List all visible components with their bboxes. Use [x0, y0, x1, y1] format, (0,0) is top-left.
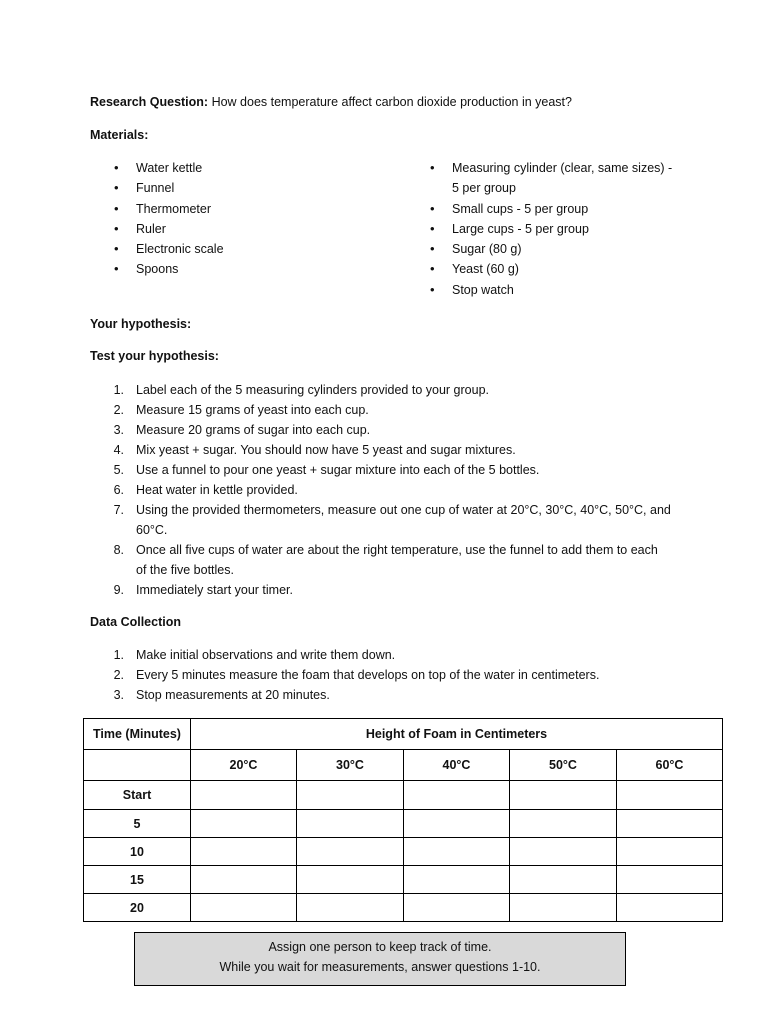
step-item — [90, 685, 730, 705]
step-item — [90, 580, 730, 600]
temp-header: 20°C — [191, 750, 297, 781]
step-item — [90, 400, 730, 420]
step-text: Immediately start your timer. — [136, 583, 293, 597]
temp-header: 60°C — [617, 750, 723, 781]
table-cell[interactable] — [191, 781, 297, 810]
table-cell[interactable] — [510, 781, 617, 810]
step-text: Measure 20 grams of sugar into each cup. — [136, 423, 371, 437]
table-cell — [84, 750, 191, 781]
step-number: 8. — [113, 543, 124, 557]
step-number: 1. — [113, 648, 124, 662]
time-cell: 10 — [84, 838, 191, 866]
research-question-label: Research Question: — [90, 95, 209, 109]
step-item — [90, 420, 730, 440]
table-row — [84, 781, 723, 810]
material-item: • Electronic scale — [90, 239, 410, 259]
step-text: Stop measurements at 20 minutes. — [136, 688, 330, 702]
step-number: 6. — [113, 483, 124, 497]
instruction-note-box — [134, 932, 626, 986]
time-cell: 20 — [84, 894, 191, 922]
step-item — [90, 665, 730, 685]
table-cell[interactable] — [404, 781, 510, 810]
table-cell[interactable] — [617, 894, 723, 922]
step-text-continued: of the five bottles. — [136, 563, 234, 577]
table-cell[interactable] — [617, 866, 723, 894]
material-item: • Ruler — [90, 219, 410, 239]
step-number: 3. — [113, 423, 124, 437]
table-header-row — [84, 719, 723, 750]
material-item — [406, 158, 726, 199]
temp-header: 30°C — [297, 750, 404, 781]
step-text: Measure 15 grams of yeast into each cup. — [136, 403, 369, 417]
hypothesis-heading: Your hypothesis: — [90, 317, 192, 331]
time-cell: 5 — [84, 810, 191, 838]
table-cell[interactable] — [404, 866, 510, 894]
step-item — [90, 480, 730, 500]
height-header: Height of Foam in Centimeters — [191, 719, 723, 750]
material-item: • Funnel — [90, 178, 410, 198]
step-number: 9. — [113, 583, 124, 597]
step-text-continued: 60°C. — [136, 523, 168, 537]
note-line: While you wait for measurements, answer questions 1-10. — [219, 960, 541, 974]
research-question-text: How does temperature affect carbon dioxide production in yeast? — [211, 95, 572, 109]
step-text: Heat water in kettle provided. — [136, 483, 298, 497]
step-number: 7. — [113, 503, 124, 517]
material-item: • Spoons — [90, 259, 410, 279]
table-row — [84, 894, 723, 922]
material-item-line: Measuring cylinder (clear, same sizes) - — [452, 161, 673, 175]
step-item — [90, 645, 730, 665]
materials-list-left — [90, 158, 410, 280]
table-cell[interactable] — [404, 894, 510, 922]
materials-list-right — [406, 158, 726, 300]
materials-heading: Materials: — [90, 128, 149, 142]
step-text: Make initial observations and write them down. — [136, 648, 396, 662]
step-text: Once all five cups of water are about the right temperature, use the funnel to add them to each — [136, 543, 658, 557]
research-question — [90, 94, 572, 110]
test-steps — [90, 380, 730, 600]
step-text: Using the provided thermometers, measure out one cup of water at 20°C, 30°C, 40°C, 50°C, and — [136, 503, 671, 517]
table-row — [84, 810, 723, 838]
table-cell[interactable] — [297, 781, 404, 810]
step-number: 3. — [113, 688, 124, 702]
step-item — [90, 380, 730, 400]
step-item — [90, 440, 730, 460]
step-text: Label each of the 5 measuring cylinders provided to your group. — [136, 383, 489, 397]
material-item-line: 5 per group — [452, 181, 516, 196]
table-cell[interactable] — [510, 838, 617, 866]
table-cell[interactable] — [617, 810, 723, 838]
material-item: • Thermometer — [90, 199, 410, 219]
table-cell[interactable] — [297, 810, 404, 838]
step-number: 5. — [113, 463, 124, 477]
material-item: • Water kettle — [90, 158, 410, 178]
table-cell[interactable] — [191, 838, 297, 866]
step-number: 4. — [113, 443, 124, 457]
material-item: • Yeast (60 g) — [406, 259, 726, 279]
table-cell[interactable] — [617, 838, 723, 866]
time-cell: Start — [84, 781, 191, 810]
table-cell[interactable] — [297, 866, 404, 894]
data-collection-heading: Data Collection — [90, 615, 181, 629]
table-cell[interactable] — [297, 838, 404, 866]
table-cell[interactable] — [510, 866, 617, 894]
material-item: • Stop watch — [406, 280, 726, 300]
step-item — [90, 540, 730, 580]
step-number: 1. — [113, 383, 124, 397]
material-item: • Small cups - 5 per group — [406, 199, 726, 219]
step-item — [90, 460, 730, 480]
table-cell[interactable] — [191, 894, 297, 922]
time-header: Time (Minutes) — [84, 719, 191, 750]
temp-header: 40°C — [404, 750, 510, 781]
table-cell[interactable] — [404, 838, 510, 866]
material-item: • Sugar (80 g) — [406, 239, 726, 259]
time-cell: 15 — [84, 866, 191, 894]
step-text: Every 5 minutes measure the foam that develops on top of the water in centimeters. — [136, 668, 600, 682]
step-text: Mix yeast + sugar. You should now have 5 yeast and sugar mixtures. — [136, 443, 516, 457]
table-cell[interactable] — [510, 894, 617, 922]
table-cell[interactable] — [191, 810, 297, 838]
table-cell[interactable] — [617, 781, 723, 810]
note-line: Assign one person to keep track of time. — [268, 940, 492, 954]
table-temp-row — [84, 750, 723, 781]
foam-height-table — [83, 718, 723, 922]
table-cell[interactable] — [191, 866, 297, 894]
step-number: 2. — [113, 668, 124, 682]
table-row — [84, 866, 723, 894]
table-row — [84, 838, 723, 866]
test-heading: Test your hypothesis: — [90, 349, 219, 363]
table-cell[interactable] — [510, 810, 617, 838]
step-number: 2. — [113, 403, 124, 417]
table-cell[interactable] — [404, 810, 510, 838]
table-cell[interactable] — [297, 894, 404, 922]
material-item: • Large cups - 5 per group — [406, 219, 726, 239]
step-item — [90, 500, 730, 540]
data-collection-steps — [90, 645, 730, 705]
temp-header: 50°C — [510, 750, 617, 781]
step-text: Use a funnel to pour one yeast + sugar mixture into each of the 5 bottles. — [136, 463, 540, 477]
